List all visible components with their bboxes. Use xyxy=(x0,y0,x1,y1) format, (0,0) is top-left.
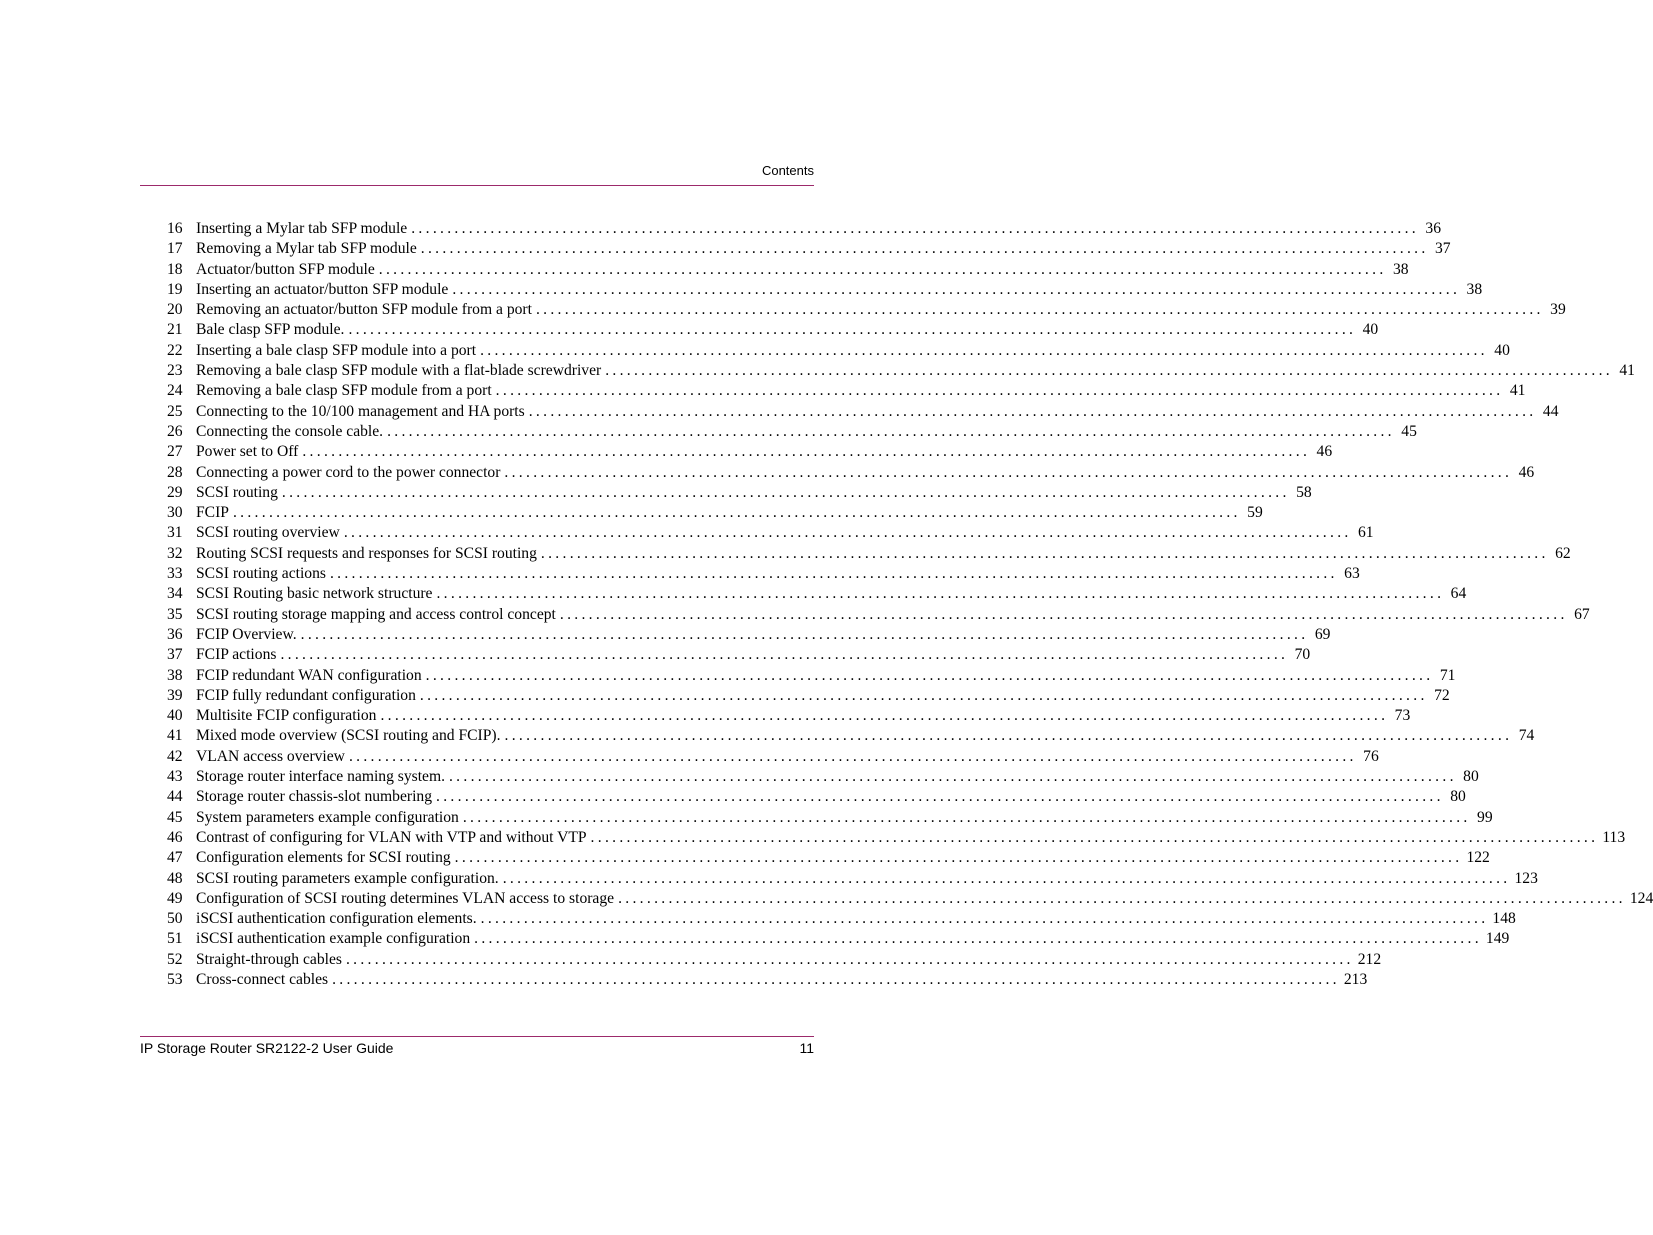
figure-number: 19 xyxy=(167,280,183,298)
figure-page-number: 149 xyxy=(1485,930,1510,948)
dot-leader: ............................................................................................................................................ xyxy=(332,970,1340,988)
figure-title: Cross-connect cables xyxy=(196,970,329,988)
figure-title: Removing an actuator/button SFP module from a port xyxy=(196,301,532,319)
figure-title: FCIP Overview. xyxy=(196,625,297,643)
figure-page-number: 69 xyxy=(1314,625,1331,643)
toc-entry[interactable] xyxy=(167,808,1493,828)
figure-number: 47 xyxy=(167,849,183,867)
toc-entry[interactable] xyxy=(167,950,1382,970)
figure-title: SCSI routing overview xyxy=(196,524,340,542)
dot-leader: ............................................................................................................................................ xyxy=(436,585,1445,603)
figure-page-number: 123 xyxy=(1514,869,1538,887)
dot-leader: ............................................................................................................................................ xyxy=(420,240,1429,258)
toc-entry[interactable] xyxy=(167,767,1479,787)
dot-leader: ............................................................................................................................................ xyxy=(348,747,1357,765)
figure-page-number: 40 xyxy=(1362,321,1379,339)
figure-page-number: 80 xyxy=(1463,768,1479,786)
figure-number: 22 xyxy=(167,341,183,359)
toc-entry[interactable] xyxy=(167,503,1263,523)
dot-leader: ............................................................................................................................................ xyxy=(448,768,1457,786)
dot-leader: ............................................................................................................................................ xyxy=(380,707,1389,725)
figure-title: Inserting an actuator/button SFP module xyxy=(196,280,449,298)
figure-title: Configuration elements for SCSI routing xyxy=(196,849,451,867)
figure-title: FCIP fully redundant configuration xyxy=(196,686,416,704)
figure-number: 21 xyxy=(167,321,183,339)
figure-page-number: 213 xyxy=(1343,970,1368,988)
figure-title: SCSI routing parameters example configuration. xyxy=(196,869,499,887)
figure-page-number: 40 xyxy=(1494,341,1510,359)
dot-leader: ............................................................................................................................................ xyxy=(387,422,1395,440)
figure-number: 53 xyxy=(167,970,183,988)
dot-leader: ............................................................................................................................................ xyxy=(281,483,1290,501)
figure-number: 34 xyxy=(167,585,183,603)
figure-number: 29 xyxy=(167,483,183,501)
figure-number: 35 xyxy=(167,605,183,623)
toc-entry[interactable] xyxy=(167,666,1456,686)
toc-entry[interactable] xyxy=(167,402,1559,422)
dot-leader: ............................................................................................................................................ xyxy=(411,220,1419,237)
header-rule xyxy=(140,185,814,186)
figure-number: 50 xyxy=(167,910,183,928)
dot-leader: ............................................................................................................................................ xyxy=(480,341,1488,359)
dot-leader: ............................................................................................................................................ xyxy=(535,301,1544,319)
dot-leader: ............................................................................................................................................ xyxy=(540,544,1549,562)
figure-number: 31 xyxy=(167,524,183,542)
figure-page-number: 46 xyxy=(1316,443,1333,461)
figure-page-number: 44 xyxy=(1542,402,1559,420)
figure-title: Routing SCSI requests and responses for SCSI routing xyxy=(196,544,537,562)
toc-entry[interactable] xyxy=(167,726,1535,746)
toc-entry[interactable] xyxy=(167,422,1417,442)
dot-leader: ............................................................................................................................................ xyxy=(605,362,1613,380)
dot-leader: ............................................................................................................................................ xyxy=(528,402,1537,420)
figure-number: 43 xyxy=(167,768,183,786)
toc-entry[interactable] xyxy=(167,361,1635,381)
figure-title: Actuator/button SFP module xyxy=(196,260,375,278)
figure-title: SCSI routing storage mapping and access control concept xyxy=(196,605,556,623)
dot-leader: ............................................................................................................................................ xyxy=(232,504,1241,522)
figure-title: Storage router interface naming system. xyxy=(196,768,445,786)
figure-number: 18 xyxy=(167,260,183,278)
figure-title: VLAN access overview xyxy=(196,747,345,765)
figure-page-number: 58 xyxy=(1296,483,1312,501)
figure-title: Configuration of SCSI routing determines VLAN access to storage xyxy=(196,889,615,907)
figure-page-number: 72 xyxy=(1434,686,1450,704)
toc-entry[interactable] xyxy=(167,463,1535,483)
figure-number: 42 xyxy=(167,747,183,765)
figure-number: 44 xyxy=(167,788,183,806)
figure-title: FCIP redundant WAN configuration xyxy=(196,666,422,684)
toc-entry[interactable] xyxy=(167,645,1311,665)
dot-leader: ............................................................................................................................................ xyxy=(302,443,1311,461)
toc-entry[interactable] xyxy=(167,280,1483,300)
figure-title: Mixed mode overview (SCSI routing and FCIP). xyxy=(196,727,501,745)
figure-number: 32 xyxy=(167,544,183,562)
figure-page-number: 36 xyxy=(1425,220,1441,237)
figure-page-number: 71 xyxy=(1439,666,1456,684)
figure-number: 46 xyxy=(167,828,183,846)
toc-entry[interactable] xyxy=(167,787,1466,807)
figure-number: 25 xyxy=(167,402,183,420)
document-title: IP Storage Router SR2122-2 User Guide xyxy=(140,1040,394,1056)
figure-title: Inserting a Mylar tab SFP module xyxy=(196,220,408,237)
dot-leader: ............................................................................................................................................ xyxy=(280,646,1289,664)
figure-title: Storage router chassis-slot numbering xyxy=(196,788,433,806)
dot-leader: ............................................................................................................................................ xyxy=(348,321,1357,339)
figure-number: 27 xyxy=(167,443,183,461)
dot-leader: ............................................................................................................................................ xyxy=(462,808,1471,826)
figure-page-number: 39 xyxy=(1550,301,1566,319)
figure-page-number: 74 xyxy=(1518,727,1535,745)
figure-page-number: 122 xyxy=(1466,849,1490,867)
figure-page-number: 212 xyxy=(1357,950,1382,968)
figure-page-number: 64 xyxy=(1450,585,1467,603)
figure-page-number: 99 xyxy=(1477,808,1493,826)
figure-title: iSCSI authentication configuration elements. xyxy=(196,910,477,928)
figure-title: Contrast of configuring for VLAN with VTP and without VTP xyxy=(196,828,587,846)
figure-number: 52 xyxy=(167,950,183,968)
figure-number: 48 xyxy=(167,869,183,887)
figure-title: Power set to Off xyxy=(196,443,299,461)
figure-page-number: 76 xyxy=(1363,747,1379,765)
figure-number: 28 xyxy=(167,463,183,481)
figure-page-number: 46 xyxy=(1518,463,1535,481)
dot-leader: ............................................................................................................................................ xyxy=(502,869,1511,887)
figure-title: Removing a bale clasp SFP module with a flat-blade screwdriver xyxy=(196,362,602,380)
figure-number: 26 xyxy=(167,422,183,440)
toc-entry[interactable] xyxy=(167,260,1409,280)
figure-page-number: 148 xyxy=(1492,910,1516,928)
toc-entry[interactable] xyxy=(167,544,1571,564)
dot-leader: ............................................................................................................................................ xyxy=(343,524,1352,542)
figure-page-number: 41 xyxy=(1619,362,1635,380)
figure-title: Connecting the console cable. xyxy=(196,422,384,440)
toc-entry[interactable] xyxy=(167,381,1526,401)
toc-entry[interactable] xyxy=(167,869,1538,889)
figure-page-number: 80 xyxy=(1450,788,1466,806)
dot-leader: ............................................................................................................................................ xyxy=(504,727,1513,745)
dot-leader: ............................................................................................................................................ xyxy=(495,382,1504,400)
figure-page-number: 63 xyxy=(1344,565,1360,583)
dot-leader: ............................................................................................................................................ xyxy=(474,930,1482,948)
figure-number: 51 xyxy=(167,930,183,948)
figure-page-number: 124 xyxy=(1629,889,1653,907)
toc-entry[interactable] xyxy=(167,564,1360,584)
list-of-figures xyxy=(167,219,1653,990)
figure-number: 49 xyxy=(167,889,183,907)
toc-entry[interactable] xyxy=(167,706,1411,726)
figure-number: 20 xyxy=(167,301,183,319)
figure-number: 36 xyxy=(167,625,183,643)
toc-entry[interactable] xyxy=(167,523,1374,543)
figure-page-number: 61 xyxy=(1358,524,1374,542)
figure-title: Multisite FCIP configuration xyxy=(196,707,377,725)
figure-page-number: 113 xyxy=(1602,828,1626,846)
figure-number: 41 xyxy=(167,727,183,745)
figure-page-number: 45 xyxy=(1401,422,1417,440)
figure-title: SCSI Routing basic network structure xyxy=(196,585,433,603)
toc-entry[interactable] xyxy=(167,747,1379,767)
figure-page-number: 38 xyxy=(1392,260,1409,278)
figure-title: Straight-through cables xyxy=(196,950,342,968)
figure-number: 17 xyxy=(167,240,183,258)
figure-title: System parameters example configuration xyxy=(196,808,459,826)
figure-title: iSCSI authentication example configuration xyxy=(196,930,471,948)
toc-entry[interactable] xyxy=(167,970,1368,990)
figure-number: 33 xyxy=(167,565,183,583)
toc-entry[interactable] xyxy=(167,828,1626,848)
toc-entry[interactable] xyxy=(167,341,1510,361)
dot-leader: ............................................................................................................................................ xyxy=(452,280,1461,298)
figure-number: 37 xyxy=(167,646,183,664)
dot-leader: ............................................................................................................................................ xyxy=(378,260,1387,278)
toc-entry[interactable] xyxy=(167,909,1516,929)
toc-entry[interactable] xyxy=(167,848,1490,868)
page-number: 11 xyxy=(799,1040,814,1056)
toc-entry[interactable] xyxy=(167,219,1441,239)
figure-number: 40 xyxy=(167,707,183,725)
figure-page-number: 37 xyxy=(1434,240,1451,258)
toc-entry[interactable] xyxy=(167,889,1653,909)
figure-page-number: 41 xyxy=(1509,382,1526,400)
figure-title: SCSI routing actions xyxy=(196,565,326,583)
figure-title: Removing a bale clasp SFP module from a port xyxy=(196,382,492,400)
figure-number: 23 xyxy=(167,362,183,380)
toc-entry[interactable] xyxy=(167,605,1590,625)
figure-number: 24 xyxy=(167,382,183,400)
dot-leader: ............................................................................................................................................ xyxy=(425,666,1434,684)
toc-entry[interactable] xyxy=(167,625,1331,645)
figure-title: Removing a Mylar tab SFP module xyxy=(196,240,417,258)
dot-leader: ............................................................................................................................................ xyxy=(559,605,1568,623)
figure-page-number: 59 xyxy=(1247,504,1263,522)
dot-leader: ............................................................................................................................................ xyxy=(436,788,1444,806)
figure-number: 39 xyxy=(167,686,183,704)
toc-entry[interactable] xyxy=(167,442,1333,462)
toc-entry[interactable] xyxy=(167,483,1312,503)
figure-title: Bale clasp SFP module. xyxy=(196,321,345,339)
toc-entry[interactable] xyxy=(167,686,1450,706)
figure-number: 38 xyxy=(167,666,183,684)
toc-entry[interactable] xyxy=(167,300,1566,320)
figure-page-number: 67 xyxy=(1574,605,1590,623)
figure-title: FCIP xyxy=(196,504,229,522)
toc-entry[interactable] xyxy=(167,929,1510,949)
toc-entry[interactable] xyxy=(167,239,1451,259)
figure-title: Inserting a bale clasp SFP module into a port xyxy=(196,341,477,359)
figure-page-number: 73 xyxy=(1394,707,1411,725)
figure-number: 16 xyxy=(167,220,183,237)
figure-number: 30 xyxy=(167,504,183,522)
dot-leader: ............................................................................................................................................ xyxy=(590,828,1599,846)
dot-leader: ............................................................................................................................................ xyxy=(504,463,1513,481)
footer-rule xyxy=(140,1036,814,1037)
figure-page-number: 38 xyxy=(1466,280,1483,298)
dot-leader: ............................................................................................................................................ xyxy=(480,910,1489,928)
toc-entry[interactable] xyxy=(167,584,1467,604)
toc-entry[interactable] xyxy=(167,320,1379,340)
figure-title: Connecting a power cord to the power connector xyxy=(196,463,501,481)
figure-title: FCIP actions xyxy=(196,646,277,664)
dot-leader: ............................................................................................................................................ xyxy=(419,686,1428,704)
dot-leader: ............................................................................................................................................ xyxy=(454,849,1463,867)
running-header: Contents xyxy=(761,163,814,178)
dot-leader: ............................................................................................................................................ xyxy=(618,889,1626,907)
figure-title: Connecting to the 10/100 management and HA ports xyxy=(196,402,525,420)
dot-leader: ............................................................................................................................................ xyxy=(300,625,1309,643)
figure-page-number: 70 xyxy=(1294,646,1311,664)
figure-page-number: 62 xyxy=(1555,544,1571,562)
figure-title: SCSI routing xyxy=(196,483,278,501)
dot-leader: ............................................................................................................................................ xyxy=(329,565,1338,583)
dot-leader: ............................................................................................................................................ xyxy=(345,950,1354,968)
figure-number: 45 xyxy=(167,808,183,826)
